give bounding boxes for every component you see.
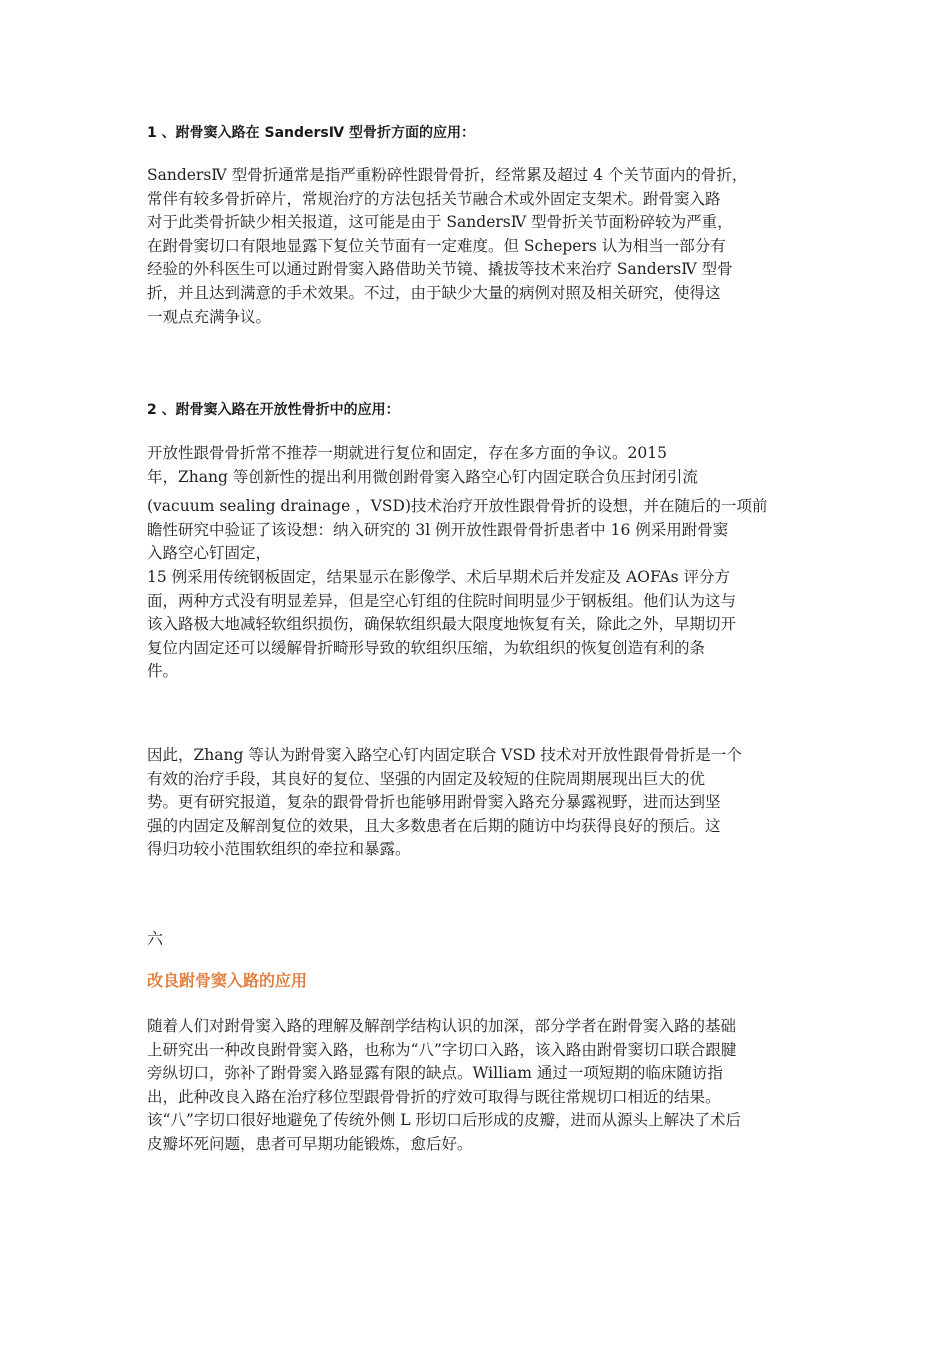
paragraph-line: 15 例采用传统钢板固定，结果显示在影像学、术后早期术后并发症及 AOFAs 评分方	[147, 567, 730, 586]
heading-sanders-iv: 1 、跗骨窦入路在 SandersⅣ 型骨折方面的应用：	[147, 125, 475, 141]
paragraph-line: 常伴有较多骨折碎片，常规治疗的方法包括关节融合术或外固定支架术。跗骨窦入路	[147, 189, 721, 208]
paragraph-open-fracture	[147, 442, 812, 684]
paragraph-line: 年，Zhang 等创新性的提出利用微创跗骨窦入路空心钉内固定联合负压封闭引流	[147, 467, 698, 486]
paragraph-modified-approach	[147, 1015, 812, 1157]
paragraph-line: 上研究出一种改良跗骨窦入路，也称为“八”字切口入路，该入路由跗骨窦切口联合跟腱	[147, 1040, 737, 1059]
paragraph-line: 势。更有研究报道，复杂的跟骨骨折也能够用跗骨窦入路充分暴露视野，进而达到坚	[147, 793, 721, 812]
paragraph-line: 复位内固定还可以缓解骨折畸形导致的软组织压缩，为软组织的恢复创造有利的条	[147, 638, 706, 657]
paragraph-line: 面，两种方式没有明显差异，但是空心钉组的住院时间明显少于钢板组。他们认为这与	[147, 591, 737, 610]
paragraph-line: 旁纵切口，弥补了跗骨窦入路显露有限的缺点。William 通过一项短期的临床随访指	[147, 1064, 723, 1083]
paragraph-line: 随着人们对跗骨窦入路的理解及解剖学结构认识的加深，部分学者在跗骨窦入路的基础	[147, 1017, 737, 1035]
paragraph-line: 经验的外科医生可以通过跗骨窦入路借助关节镜、撬拔等技术来治疗 SandersⅣ 型骨	[147, 260, 733, 279]
paragraph-line: 件。	[147, 662, 179, 681]
paragraph-line: 瞻性研究中验证了该设想：纳入研究的 3l 例开放性跟骨骨折患者中 16 例采用跗骨窦	[147, 520, 729, 539]
paragraph-line: 开放性跟骨骨折常不推荐一期就进行复位和固定，存在多方面的争议。2015	[147, 444, 667, 462]
paragraph-line: 有效的治疗手段，其良好的复位、坚强的内固定及较短的住院周期展现出巨大的优	[147, 769, 706, 788]
paragraph-line: 在跗骨窦切口有限地显露下复位关节面有一定难度。但 Schepers 认为相当一部分有	[147, 236, 726, 255]
paragraph-line: 折，并且达到满意的手术效果。不过，由于缺少大量的病例对照及相关研究，使得这	[147, 283, 721, 302]
paragraph-line: 该“八”字切口很好地避免了传统外侧 L 形切口后形成的皮瓣，进而从源头上解决了术后	[147, 1111, 741, 1130]
section-title: 改良跗骨窦入路的应用	[147, 971, 308, 990]
paragraph-sanders-iv	[147, 164, 812, 329]
heading-open-fracture: 2 、跗骨窦入路在开放性骨折中的应用：	[147, 402, 400, 418]
paragraph-conclusion	[147, 744, 812, 862]
paragraph-line: 因此，Zhang 等认为跗骨窦入路空心钉内固定联合 VSD 技术对开放性跟骨骨折是一个	[147, 746, 742, 764]
paragraph-line: (vacuum sealing drainage ，VSD)技术治疗开放性跟骨骨折的设想，并在随后的一项前	[147, 497, 768, 516]
paragraph-line: 得归功较小范围软组织的牵拉和暴露。	[147, 840, 411, 859]
paragraph-line: 该入路极大地减轻软组织损伤，确保软组织最大限度地恢复有关，除此之外，早期切开	[147, 615, 737, 634]
paragraph-line: SandersⅣ 型骨折通常是指严重粉碎性跟骨骨折，经常累及超过 4 个关节面内的骨折，	[147, 166, 748, 184]
section-number: 六	[147, 929, 164, 948]
paragraph-line: 强的内固定及解剖复位的效果，且大多数患者在后期的随访中均获得良好的预后。这	[147, 816, 721, 835]
paragraph-line: 入路空心钉固定，	[147, 544, 272, 563]
paragraph-line: 一观点充满争议。	[147, 307, 272, 326]
paragraph-line: 对于此类骨折缺少相关报道，这可能是由于 SandersⅣ 型骨折关节面粉碎较为严重，	[147, 213, 733, 232]
paragraph-line: 出，此种改良入路在治疗移位型跟骨骨折的疗效可取得与既往常规切口相近的结果。	[147, 1087, 721, 1106]
paragraph-line: 皮瓣坏死问题，患者可早期功能锻炼，愈后好。	[147, 1134, 473, 1153]
